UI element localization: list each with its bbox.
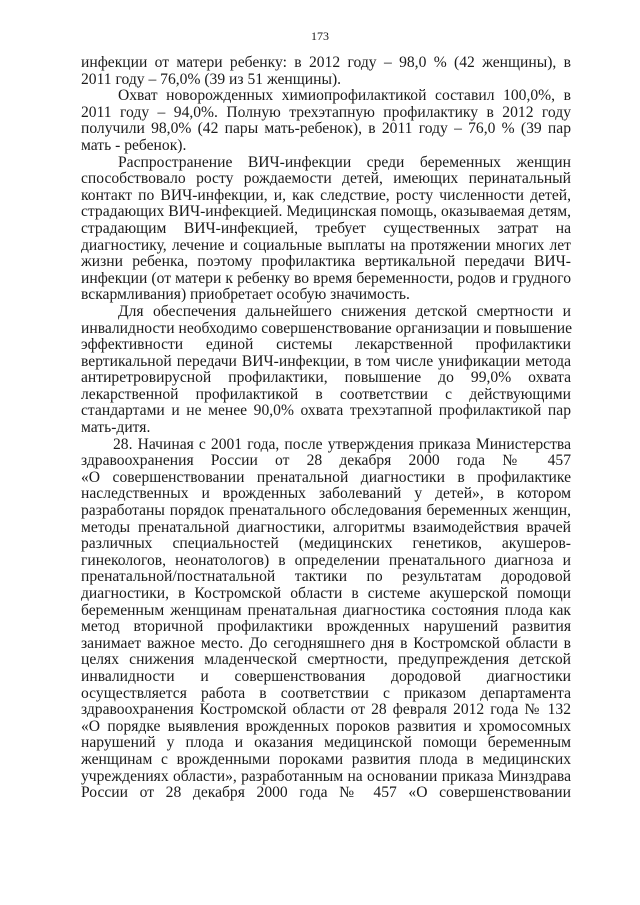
text-line: здравоохранения Костромской области от 28 февраля 2012 года № 132 <box>81 701 571 719</box>
text-line: России от 28 декабря 2000 года № 457 «О совершенствовании <box>81 784 571 802</box>
text-line: нарушений у плода и оказания медицинской помощи беременным <box>81 734 571 752</box>
text-line: вертикальной передачи ВИЧ-инфекции, в том числе унификации метода <box>81 352 571 370</box>
text-line: женщинам с врожденными пороками развития плода в медицинских <box>81 750 571 768</box>
text-line: пренатальной/постнатальной тактики по результатам дородовой <box>81 568 571 586</box>
text-line: антиретровирусной профилактики, повышение до 99,0% охвата <box>81 369 571 387</box>
text-line: диагностики, в Костромской области в системе акушерской помощи <box>81 585 571 602</box>
text-line: занимает важное место. До сегодняшнего дня в Костромской области в <box>81 634 571 652</box>
text-line: 28. Начиная с 2001 года, после утверждения приказа Министерства <box>113 435 571 453</box>
text-line: здравоохранения России от 28 декабря 2000 года № 457 <box>81 452 571 470</box>
paragraph <box>81 155 571 304</box>
text-line: методы пренатальной диагностики, алгоритмы взаимодействия врачей <box>81 518 571 536</box>
text-line: метод вторичной профилактики врожденных нарушений развития <box>81 618 571 636</box>
text-line: диагностику, лечение и социальные выплаты на протяжении многих лет <box>81 236 571 254</box>
paragraph <box>81 88 571 154</box>
paragraph <box>81 437 571 802</box>
text-line: Охват новорожденных химиопрофилактикой составил 100,0%, в <box>118 87 571 105</box>
text-line: способствовало росту рождаемости детей, имеющих перинатальный <box>81 170 571 188</box>
text-line: различных специальностей (медицинских генетиков, акушеров- <box>81 535 571 553</box>
paragraph <box>81 304 571 437</box>
text-line: эффективности единой системы лекарственной профилактики <box>81 336 571 354</box>
text-line: осуществляется работа в соответствии с приказом департамента <box>81 684 571 702</box>
text-line: инфекции от матери ребенку: в 2012 году – 98,0 % (42 женщины), в <box>81 54 571 71</box>
text-line: мать-дитя. <box>81 419 151 437</box>
text-line: страдающих ВИЧ-инфекцией. Медицинская помощь, оказываемая детям, <box>81 203 571 221</box>
text-line: 2011 году – 76,0% (39 из 51 женщины). <box>81 70 342 88</box>
body-text <box>81 55 571 802</box>
text-line: Для обеспечения дальнейшего снижения детской смертности и <box>118 302 571 320</box>
text-line: 2011 году – 94,0%. Полную трехэтапную профилактику в 2012 году <box>81 103 571 121</box>
text-line: стандартами и не менее 90,0% охвата трехэтапной профилактикой пар <box>81 402 571 420</box>
text-line: контакт по ВИЧ-инфекции, и, как следствие, росту численности детей, <box>81 186 571 204</box>
text-line: наследственных и врожденных заболеваний у детей», в котором <box>81 485 571 503</box>
text-line: вскармливания) приобретает особую значимость. <box>81 286 410 304</box>
text-line: целях снижения младенческой смертности, предупреждения детской <box>81 651 571 669</box>
text-line: «О совершенствовании пренатальной диагностики в профилактике <box>81 468 571 486</box>
text-line: лекарственной профилактикой в соответствии с действующими <box>81 385 571 403</box>
text-line: учреждениях области», разработанным на основании приказа Минздрава <box>81 767 571 785</box>
text-line: инвалидности необходимо совершенствование организации и повышение <box>81 319 573 337</box>
text-line: получили 98,0% (42 пары мать-ребенок), в 2011 году – 76,0 % (39 пар <box>81 120 571 138</box>
paragraph <box>81 55 571 88</box>
text-line: гинекологов, неонатологов) в определении пренатального диагноза и <box>81 551 571 569</box>
text-line: жизни ребенка, поэтому профилактика вертикальной передачи ВИЧ- <box>81 253 571 271</box>
text-line: мать - ребенок). <box>81 136 187 154</box>
text-line: страдающим ВИЧ-инфекцией, требует существенных затрат на <box>81 219 571 237</box>
text-line: инфекции (от матери к ребенку во время беременности, родов и грудного <box>81 269 571 287</box>
page-number: 173 <box>311 29 329 43</box>
text-line: Распространение ВИЧ-инфекции среди беременных женщин <box>118 153 571 171</box>
text-line: «О порядке выявления врожденных пороков развития и хромосомных <box>81 717 571 735</box>
text-line: разработаны порядок пренатального обследования беременных женщин, <box>81 502 571 520</box>
text-line: инвалидности и совершенствования дородовой диагностики <box>81 667 571 685</box>
text-line: беременным женщинам пренатальная диагностика состояния плода как <box>81 601 571 619</box>
